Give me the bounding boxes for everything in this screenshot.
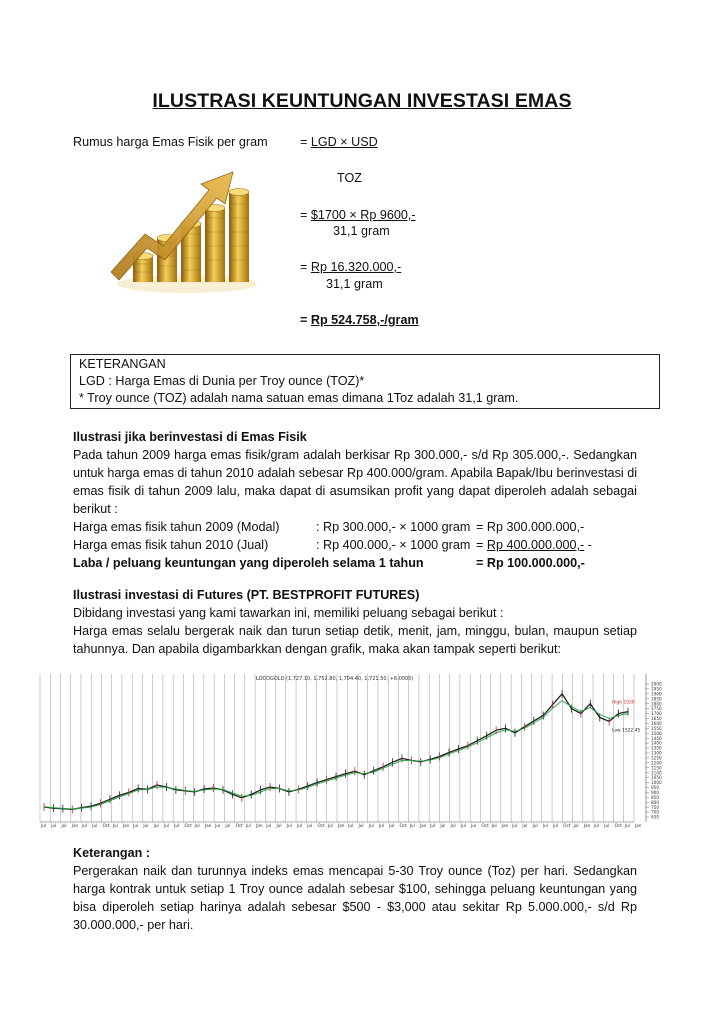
y-tick-label: 1850 xyxy=(651,696,662,702)
y-tick-label: 1350 xyxy=(651,745,662,751)
x-tick-label: Jul xyxy=(542,823,548,828)
fisik-row1-label: Harga emas fisik tahun 2009 (Modal) xyxy=(73,520,280,534)
x-tick-label: Jul xyxy=(112,823,118,828)
chart-title: LOCOGOLD (1,727.10, 1,752.80, 1,704.40, 1,721.50, +6.0000) xyxy=(256,676,414,682)
x-tick-label: Jul xyxy=(594,823,600,828)
y-tick-label: 1950 xyxy=(651,686,662,692)
futures-line-1: Dibidang investasi yang kami tawarkan ini, memiliki peluang sebagai berikut : xyxy=(73,606,504,620)
chart-series xyxy=(44,690,628,814)
chart-y-axis xyxy=(646,682,662,820)
y-tick-label: 1050 xyxy=(651,775,662,781)
x-tick-label: Jul xyxy=(266,823,272,828)
x-tick-label: Jul xyxy=(133,823,139,828)
x-tick-label: Jul xyxy=(51,823,57,828)
y-tick-label: 800 xyxy=(651,799,659,805)
x-tick-label: Jul xyxy=(553,823,559,828)
x-tick-label: Jul xyxy=(297,823,303,828)
x-tick-label: Jul xyxy=(143,823,149,828)
y-tick-label: 1450 xyxy=(651,735,662,741)
x-tick-label: Jul xyxy=(522,823,528,828)
formula-eq2-denominator: 31,1 gram xyxy=(333,224,390,238)
coin-stack-4 xyxy=(205,205,225,283)
y-tick-label: 2000 xyxy=(651,681,662,687)
x-tick-label: Jul xyxy=(450,823,456,828)
gold-coins-growth-illustration xyxy=(105,160,265,300)
fisik-row2-total-wrap xyxy=(476,536,592,554)
y-tick-label: 1600 xyxy=(651,721,662,726)
formula-eq1-denominator: TOZ xyxy=(337,171,362,185)
formula-eq1-numerator: = LGD × USD xyxy=(300,135,378,149)
x-tick-label: Jul xyxy=(327,823,333,828)
x-tick-label: Jul xyxy=(440,823,446,828)
x-tick-label: Jul xyxy=(276,823,282,828)
x-tick-label: Jan xyxy=(338,823,345,828)
y-tick-label: 1400 xyxy=(651,740,662,746)
x-tick-label: Oct xyxy=(563,823,571,828)
x-tick-label: Oct xyxy=(235,823,243,828)
profit-total: = Rp 100.000.000,- xyxy=(476,556,585,570)
x-tick-label: Jul xyxy=(604,823,610,828)
keterangan-line-1: LGD : Harga Emas di Dunia per Troy ounce (TOZ)* xyxy=(79,374,365,388)
fisik-row2-equals: = xyxy=(476,538,487,552)
y-tick-label: 1550 xyxy=(651,725,662,731)
x-tick-label: Oct xyxy=(614,823,622,828)
x-tick-label: Jul xyxy=(286,823,292,828)
y-tick-label: 750 xyxy=(651,804,659,810)
formula-eq2-numerator: = $1700 × Rp 9600,- xyxy=(300,208,416,222)
x-tick-label: Jul xyxy=(532,823,538,828)
x-tick-label: Jul xyxy=(368,823,374,828)
x-tick-label: Jul xyxy=(81,823,88,828)
y-tick-label: 1250 xyxy=(651,755,662,761)
formula-result: = Rp 524.758,-/gram xyxy=(300,313,419,327)
x-tick-label: Jul xyxy=(512,823,518,828)
x-tick-label: Oct xyxy=(399,823,407,828)
y-tick-label: 1300 xyxy=(651,750,662,756)
x-tick-label: Jul xyxy=(409,823,415,828)
x-tick-label: Jul xyxy=(460,823,466,828)
y-tick-label: 900 xyxy=(651,790,659,795)
y-tick-label: 850 xyxy=(651,794,659,800)
futures-heading: Ilustrasi investasi di Futures (PT. BESTPROFIT FUTURES) xyxy=(73,588,420,602)
chart-grid xyxy=(40,674,646,822)
x-tick-label: Jan xyxy=(122,823,130,828)
x-tick-label: Jul xyxy=(174,823,180,828)
x-tick-label: Jul xyxy=(358,823,364,828)
profit-label: Laba / peluang keuntungan yang diperoleh selama 1 tahun xyxy=(73,556,424,570)
y-tick-label: 1700 xyxy=(651,711,662,717)
formula-eq1-text: LGD × USD xyxy=(310,135,378,149)
keterangan-box xyxy=(70,354,660,409)
x-tick-label: Jul xyxy=(163,823,169,828)
formula-label: Rumus harga Emas Fisik per gram xyxy=(73,135,268,149)
y-tick-label: 1000 xyxy=(651,780,662,786)
y-tick-label: 1150 xyxy=(651,765,662,771)
fisik-paragraph: Pada tahun 2009 harga emas fisik/gram adalah berkisar Rp 300.000,- s/d Rp 305.000,-. Sedangkan untuk harga emas di tahun 2010 adalah sebesar Rp 400.000/gram. Apabila Bapak/Ibu berinvestasi di emas fisik di tahun 2009 lalu, maka dapat di asumsikan profit yang dapat diperoleh adalah sebagai berikut : xyxy=(73,448,637,516)
x-tick-label: Jul xyxy=(573,823,579,828)
x-tick-label: Jan xyxy=(71,823,79,828)
y-tick-label: 700 xyxy=(651,809,659,815)
x-tick-label: Jul xyxy=(491,823,497,828)
x-tick-label: Jul xyxy=(225,823,231,828)
page-title: ILUSTRASI KEUNTUNGAN INVESTASI EMAS xyxy=(152,90,572,112)
x-tick-label: Jul xyxy=(624,823,630,828)
x-tick-label: Jul xyxy=(41,823,47,828)
formula-eq3-text: Rp 16.320.000,- xyxy=(310,260,402,274)
x-tick-label: Jul xyxy=(92,823,98,828)
y-tick-label: 1200 xyxy=(651,760,662,766)
x-tick-label: Jul xyxy=(215,823,221,828)
formula-result-text: Rp 524.758,-/gram xyxy=(310,313,419,327)
coin-stack-5 xyxy=(229,189,249,283)
y-tick-label: 950 xyxy=(651,785,659,791)
x-tick-label: Jul xyxy=(378,823,385,828)
x-tick-label: Oct xyxy=(481,823,489,828)
fisik-row2-label: Harga emas fisik tahun 2010 (Jual) xyxy=(73,538,269,552)
y-tick-label: 1100 xyxy=(651,770,662,776)
annotation-high: High 1920 xyxy=(612,700,635,706)
formula-eq2-text: $1700 × Rp 9600,- xyxy=(310,208,416,222)
x-tick-label: Jul xyxy=(471,823,477,828)
x-tick-label: Jan xyxy=(501,823,509,828)
y-tick-label: 1750 xyxy=(651,706,662,712)
x-tick-label: Jul xyxy=(348,823,354,828)
fisik-row1-total: = Rp 300.000.000,- xyxy=(476,520,585,534)
fisik-row2-calc: : Rp 400.000,- × 1000 gram xyxy=(316,538,471,552)
x-tick-label: Oct xyxy=(317,823,325,828)
keterangan-line-2: * Troy ounce (TOZ) adalah nama satuan emas dimana 1Toz adalah 31,1 gram. xyxy=(79,391,519,405)
futures-paragraph: Harga emas selalu bergerak naik dan turun setiap detik, menit, jam, minggu, bulan, maupun setiap tahunnya. Dan apabila digambarkkan dengan grafik, maka akan tampak seperti berikut: xyxy=(73,624,637,656)
x-tick-label: Jul xyxy=(153,823,159,828)
x-tick-label: Jul xyxy=(194,823,200,828)
x-tick-label: Jan xyxy=(204,823,212,828)
y-tick-label: 650 xyxy=(651,814,659,820)
formula-eq3-numerator: = Rp 16.320.000,- xyxy=(300,260,402,274)
keterangan2-heading: Keterangan : xyxy=(73,846,150,860)
x-tick-label: Jul xyxy=(307,823,313,828)
formula-eq3-denominator: 31,1 gram xyxy=(326,277,383,291)
fisik-row2-total: Rp 400.000.000,- xyxy=(486,538,585,552)
x-tick-label: Jul xyxy=(430,823,436,828)
x-tick-label: Oct xyxy=(102,823,110,828)
x-tick-label: Jul xyxy=(389,823,395,828)
fisik-row2-suffix: - xyxy=(584,538,592,552)
fisik-row1-calc: : Rp 300.000,- × 1000 gram xyxy=(316,520,471,534)
chart-x-axis xyxy=(40,823,642,828)
keterangan2-paragraph: Pergerakan naik dan turunnya indeks emas mencapai 5-30 Troy ounce (Toz) per hari. Sedangkan harga kontrak untuk setiap 1 Troy ounce adalah sebesar $100, sehingga peluang keuntungan yang bisa diperoleh setiap harinya adalah sebesar $500 - $3,000 atau sekitar Rp 5.000.000,- s/d Rp 30.000.000,- per hari. xyxy=(73,864,637,932)
x-tick-label: Jan xyxy=(583,823,591,828)
y-tick-label: 1900 xyxy=(651,691,662,697)
x-tick-label: Jul xyxy=(245,823,251,828)
keterangan-heading: KETERANGAN xyxy=(79,357,166,371)
gold-price-chart xyxy=(36,672,686,830)
y-tick-label: 1500 xyxy=(651,730,662,736)
x-tick-label: Oct xyxy=(184,823,192,828)
y-tick-label: 1800 xyxy=(651,701,662,707)
x-tick-label: Jan xyxy=(256,823,263,828)
annotation-low: Low 1522.45 xyxy=(612,728,641,734)
x-tick-label: Jul xyxy=(61,823,67,828)
x-tick-label: Jan xyxy=(635,823,642,828)
x-tick-label: Jan xyxy=(419,823,427,828)
fisik-heading: Ilustrasi jika berinvestasi di Emas Fisik xyxy=(73,430,307,444)
y-tick-label: 1650 xyxy=(651,716,662,722)
